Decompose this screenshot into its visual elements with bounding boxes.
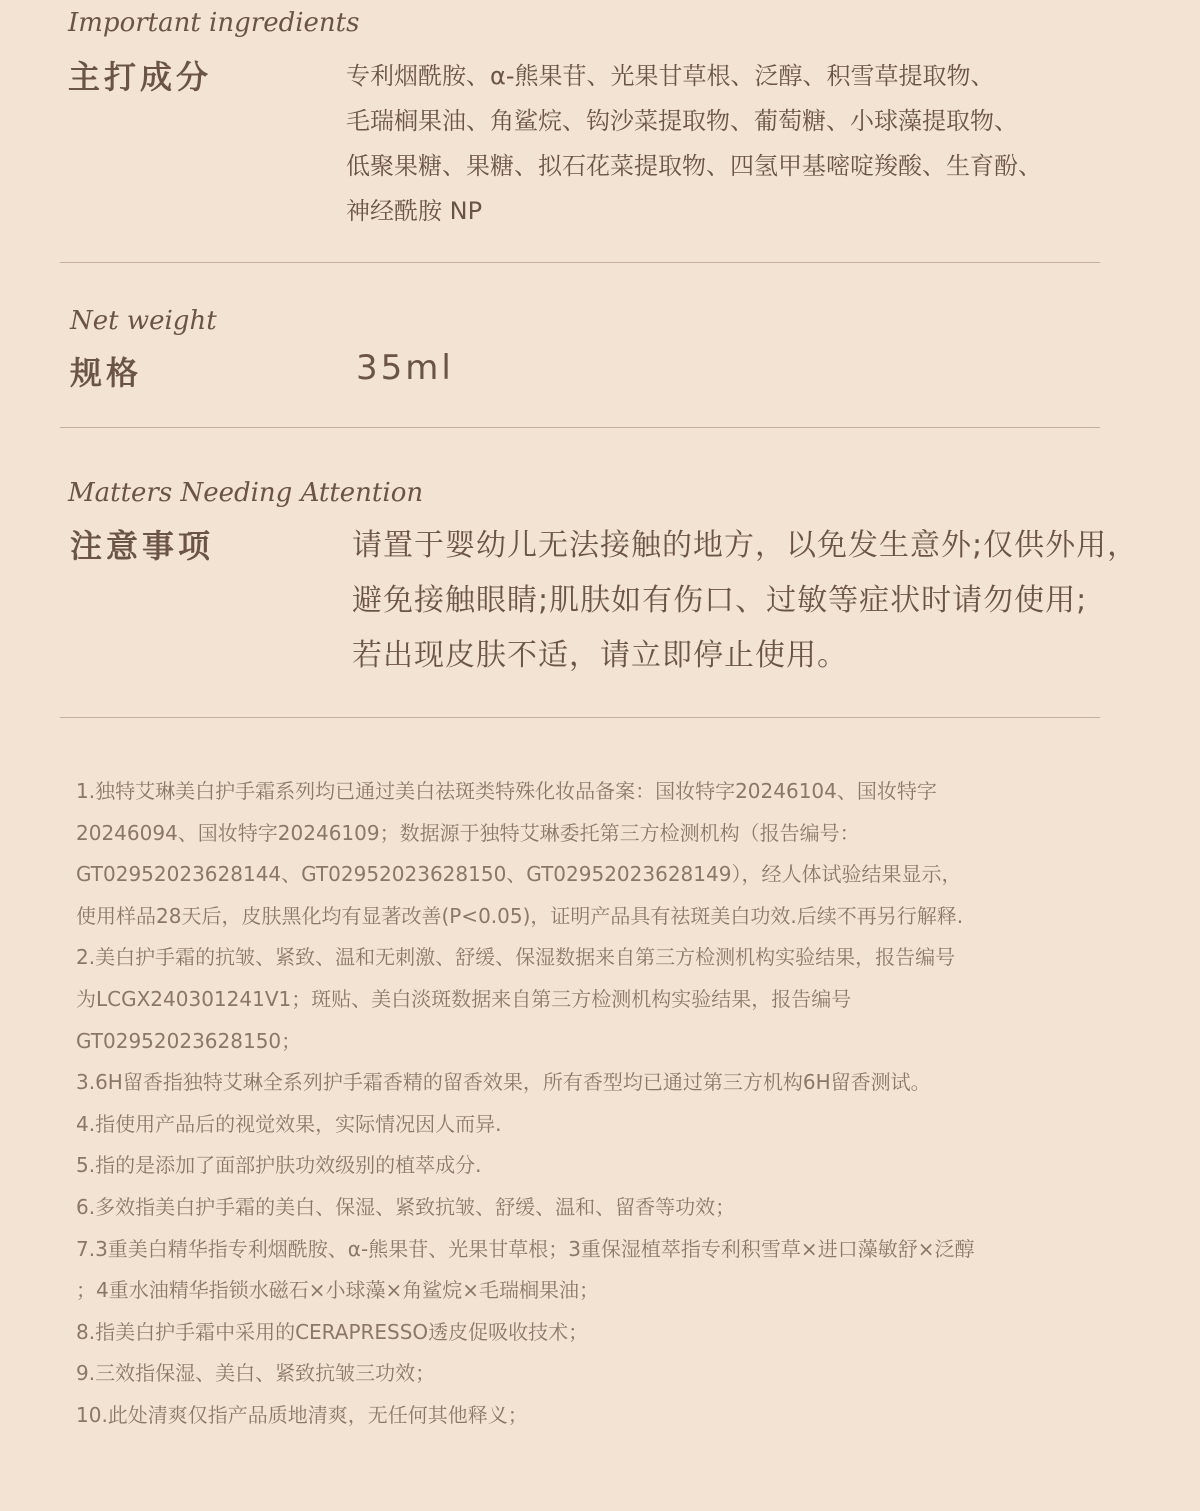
footnote-line: 为LCGX240301241V1；斑贴、美白淡斑数据来自第三方检测机构实验结果，报告编号 (76, 986, 852, 1011)
divider (60, 427, 1100, 428)
footnote-line: 10.此处清爽仅指产品质地清爽，无任何其他释义； (76, 1402, 528, 1427)
divider (60, 717, 1100, 718)
footnote-line: 5.指的是添加了面部护肤功效级别的植萃成分. (76, 1153, 482, 1178)
footnote-line: 6.多效指美白护手霜的美白、保湿、紧致抗皱、舒缓、温和、留香等功效； (76, 1194, 736, 1219)
divider (60, 262, 1100, 263)
footnote-line: 2.美白护手霜的抗皱、紧致、温和无刺激、舒缓、保湿数据来自第三方检测机构实验结果，报告编号 (76, 945, 956, 970)
footnote-line: 20246094、国妆特字20246109；数据源于独特艾琳委托第三方检测机构（报告编号： (76, 820, 860, 845)
attention-line: 避免接触眼睛;肌肤如有伤口、过敏等症状时请勿使用; (352, 583, 1088, 618)
ingredients-en-title: Important ingredients (68, 8, 360, 38)
footnote-line: 4.指使用产品后的视觉效果，实际情况因人而异. (76, 1111, 502, 1136)
footnote-line: GT02952023628150； (76, 1028, 302, 1053)
attention-zh-title: 注意事项 (70, 527, 215, 565)
footnote-line: 使用样品28天后，皮肤黑化均有显著改善(P<0.05)，证明产品具有祛斑美白功效.后续不再另行解释. (76, 903, 964, 928)
footnote-line: 9.三效指保湿、美白、紧致抗皱三功效； (76, 1361, 436, 1386)
footnotes (76, 771, 1146, 1437)
ingredients-line: 专利烟酰胺、α-熊果苷、光果甘草根、泛醇、积雪草提取物、 (346, 62, 995, 90)
footnote-line: ；4重水油精华指锁水磁石×小球藻×角鲨烷×毛瑞榈果油； (76, 1278, 599, 1303)
ingredients-line: 神经酰胺 NP (346, 197, 483, 225)
footnote-line: 1.独特艾琳美白护手霜系列均已通过美白祛斑类特殊化妆品备案：国妆特字20246104、国妆特字 (76, 779, 937, 803)
footnote-line: 8.指美白护手霜中采用的CERAPRESSO透皮促吸收技术； (76, 1319, 589, 1344)
ingredients-line: 毛瑞榈果油、角鲨烷、钩沙菜提取物、葡萄糖、小球藻提取物、 (346, 107, 1018, 135)
footnote-line: GT02952023628144、GT02952023628150、GT02952023628149），经人体试验结果显示， (76, 862, 962, 887)
net-weight-en-title: Net weight (70, 306, 217, 336)
ingredients-list (346, 54, 1042, 234)
footnote-line: 3.6H留香指独特艾琳全系列护手霜香精的留香效果，所有香型均已通过第三方机构6H留香测试。 (76, 1070, 931, 1095)
attention-text (352, 518, 1138, 683)
attention-line: 请置于婴幼儿无法接触的地方，以免发生意外;仅供外用， (352, 528, 1139, 563)
ingredients-line: 低聚果糖、果糖、拟石花菜提取物、四氢甲基嘧啶羧酸、生育酚、 (346, 152, 1042, 180)
attention-line: 若出现皮肤不适，请立即停止使用。 (352, 638, 848, 673)
net-weight-zh-title: 规格 (70, 354, 143, 392)
net-weight-value: 35ml (356, 348, 454, 388)
footnote-line: 7.3重美白精华指专利烟酰胺、α-熊果苷、光果甘草根；3重保湿植萃指专利积雪草×进口藻敏舒×泛醇 (76, 1236, 975, 1261)
attention-en-title: Matters Needing Attention (68, 478, 424, 508)
ingredients-zh-title: 主打成分 (68, 58, 213, 96)
